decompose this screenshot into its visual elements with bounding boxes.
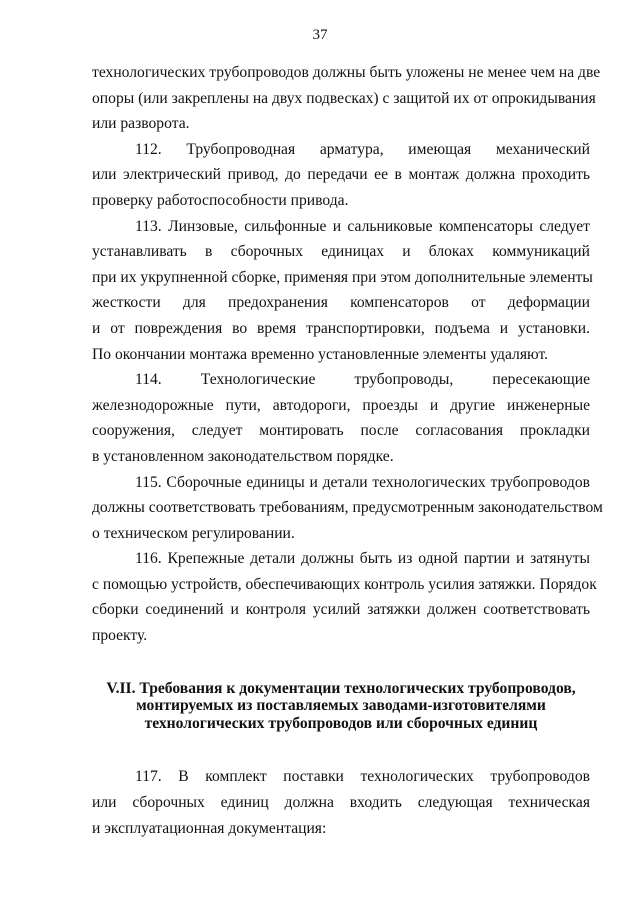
heading-line: технологических трубопроводов или сборочных единиц (144, 714, 538, 732)
text-line: железнодорожные пути, автодороги, проезды и другие инженерные (92, 396, 590, 414)
text-line: 115. Сборочные единицы и детали технологических трубопроводов (135, 473, 590, 491)
text-line: 116. Крепежные детали должны быть из одной партии и затянуты (135, 550, 590, 568)
paragraph-item-112 (92, 137, 590, 214)
paragraph-continuation (92, 60, 601, 137)
text-line: или разворота. (92, 115, 190, 133)
paragraph-item-115 (92, 470, 603, 547)
page-body (92, 60, 603, 841)
paragraph-item-114 (92, 367, 590, 469)
paragraph-item-113 (92, 214, 593, 368)
text-line: и эксплуатационная документация: (92, 819, 327, 837)
text-line: сооружения, следует монтировать после согласования прокладки (92, 422, 590, 440)
heading-line: монтируемых из поставляемых заводами-изготовителями (136, 697, 546, 715)
text-line: проверку работоспособности привода. (92, 191, 349, 209)
text-line: должны соответствовать требованиям, предусмотренным законодательством (92, 499, 603, 517)
section-heading (92, 680, 590, 733)
text-line: в установленном законодательством порядке. (92, 447, 394, 465)
text-line: проекту. (92, 627, 148, 645)
paragraph-item-116 (92, 546, 597, 648)
text-line: По окончании монтажа временно установленные элементы удаляют. (92, 345, 548, 363)
text-line: 113. Линзовые, сильфонные и сальниковые компенсаторы следует (135, 217, 590, 235)
text-line: при их укрупненной сборке, применяя при этом дополнительные элементы (92, 268, 593, 286)
text-line: 114. Технологические трубопроводы, пересекающие (135, 371, 590, 389)
page-number: 37 (312, 27, 328, 43)
text-line: опоры (или закреплены на двух подвесках) с защитой их от опрокидывания (92, 89, 596, 107)
text-line: 117. В комплект поставки технологических трубопроводов (135, 768, 590, 786)
heading-line: V.II. Требования к документации технологических трубопроводов, (106, 679, 576, 697)
text-line: и от повреждения во время транспортировки, подъема и установки. (92, 319, 590, 337)
paragraph-item-117 (92, 764, 590, 841)
text-line: о техническом регулировании. (92, 524, 295, 542)
text-line: устанавливать в сборочных единицах и блоках коммуникаций (92, 243, 590, 261)
text-line: 112. Трубопроводная арматура, имеющая механический (135, 140, 590, 158)
text-line: сборки соединений и контроля усилий затяжки должен соответствовать (92, 601, 590, 619)
text-line: или электрический привод, до передачи ее в монтаж должна проходить (92, 166, 590, 184)
text-line: жесткости для предохранения компенсаторов от деформации (92, 294, 590, 312)
text-line: технологических трубопроводов должны быть уложены не менее чем на две (92, 64, 601, 81)
text-line: с помощью устройств, обеспечивающих контроль усилия затяжки. Порядок (92, 575, 597, 593)
text-line: или сборочных единиц должна входить следующая техническая (92, 794, 590, 812)
